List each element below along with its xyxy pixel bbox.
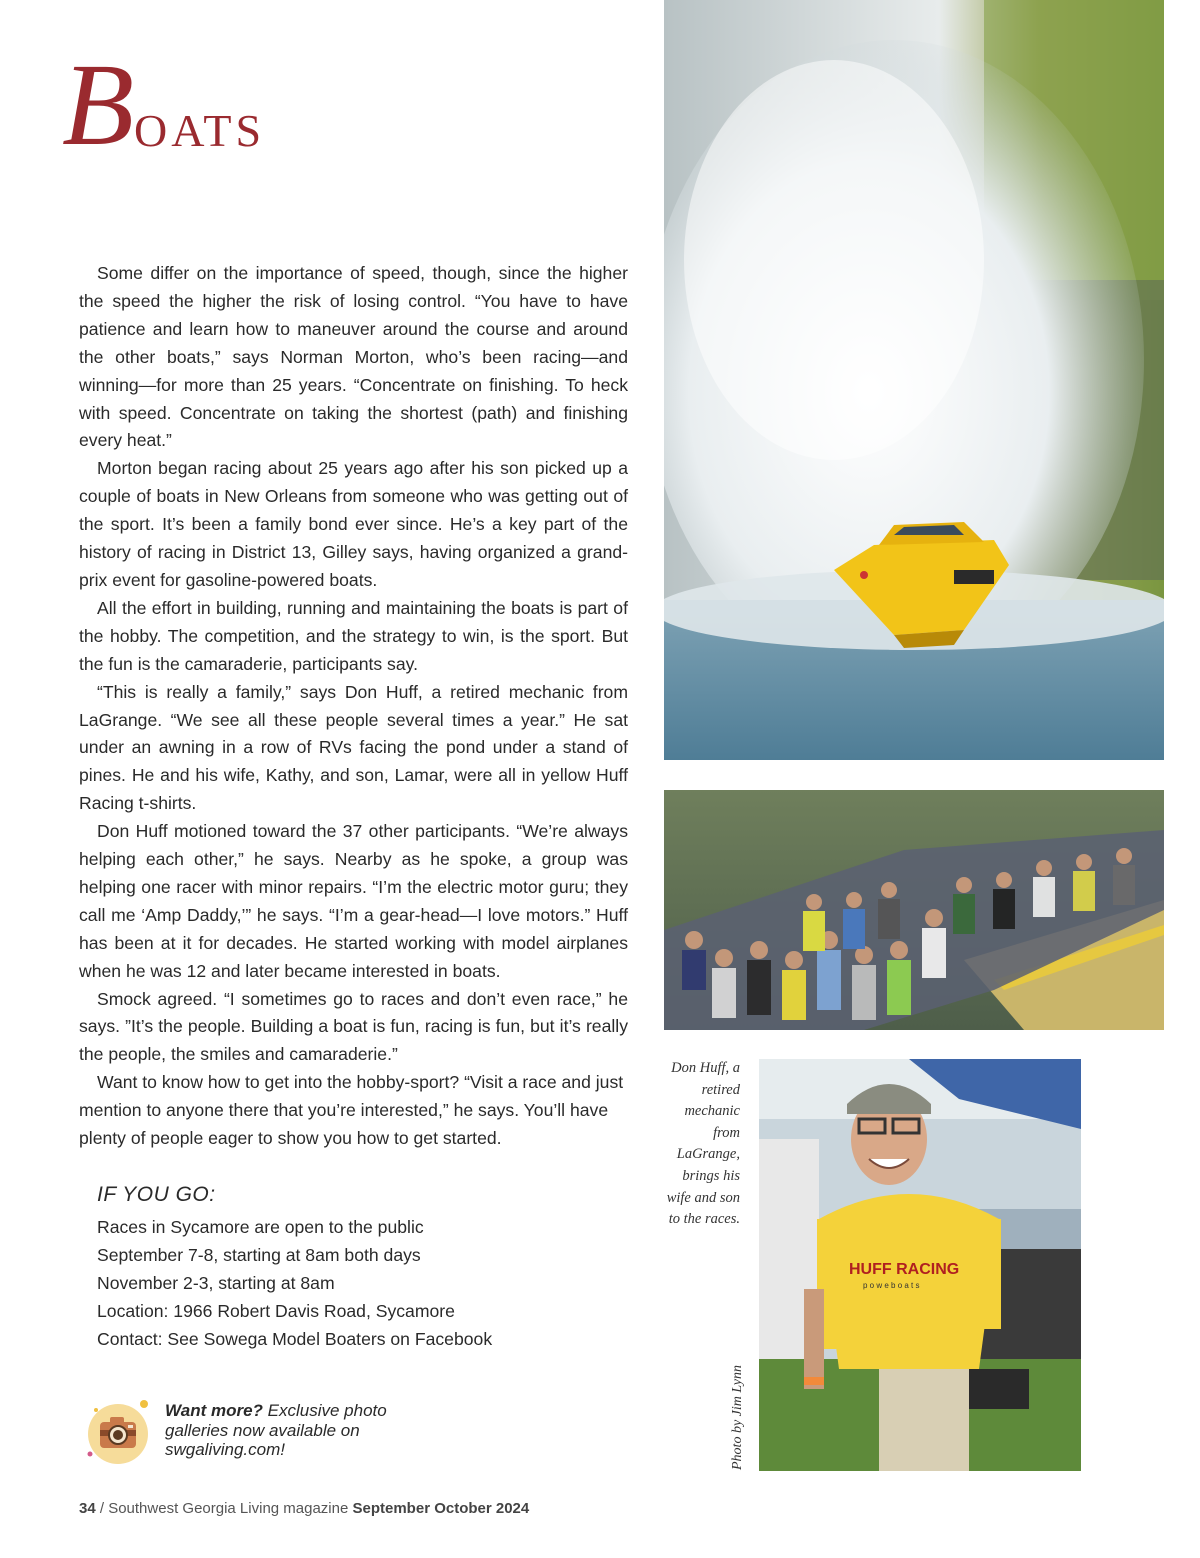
if-you-go-line: Contact: See Sowega Model Boaters on Facebook (97, 1328, 493, 1349)
paragraph: All the effort in building, running and maintaining the boats is part of the hobby. The competition, and the strategy to win, is the sport. But the fun is the camaraderie, participants say. (79, 597, 628, 674)
if-you-go-line: September 7-8, starting at 8am both days (97, 1244, 421, 1265)
want-more-promo (165, 1401, 445, 1460)
if-you-go-line: Races in Sycamore are open to the public (97, 1217, 424, 1237)
if-you-go-box (97, 1180, 597, 1354)
group-photo (664, 790, 1164, 1030)
paragraph: “This is really a family,” says Don Huff, a retired mechanic from LaGrange. “We see all these people several times a year.” He sat under an awning in a row of RVs facing the pond under a stand of pines. He and his wife, Kathy, and son, Lamar, were all in yellow Huff Racing t-shirts. (79, 681, 628, 814)
camera-icon (82, 1396, 154, 1468)
issue-date: September October 2024 (352, 1500, 530, 1517)
section-title (62, 40, 322, 170)
title-initial: B (62, 39, 135, 170)
paragraph: Want to know how to get into the hobby-sport? “Visit a race and just mention to anyone there that you’re interested,” he says. You’ll have plenty of people eager to show you how to get started. (79, 1072, 624, 1149)
shirt-subtext: p o w e b o a t s (863, 1281, 920, 1290)
want-more-lead: Want more? (165, 1401, 263, 1420)
shirt-brand: HUFF RACING (849, 1261, 960, 1278)
page-number: 34 (79, 1500, 96, 1517)
photo-credit: Photo by Jim Lynn (730, 1365, 745, 1470)
paragraph: Morton began racing about 25 years ago after his son picked up a couple of boats in New Orleans from someone who was getting out of the sport. It’s been a family bond ever since. He’s a key part of the history of racing in District 13, Gilley says, having organized a grand-prix event for gasoline-powered boats. (79, 458, 628, 590)
paragraph: Some differ on the importance of speed, though, since the higher the speed the higher the risk of losing control. “You have to have patience and learn how to maneuver around the course and around the other boats,” says Norman Morton, who’s been racing—and winning—for more than 25 years. “Concentrate on finishing. To heck with speed. Concentrate on taking the shortest (path) and finishing every heat.” (79, 263, 628, 451)
article-body (79, 260, 628, 1153)
don-huff-portrait (759, 1059, 1081, 1471)
magazine-name: / Southwest Georgia Living magazine (95, 1500, 353, 1517)
boat-splash-photo (664, 0, 1164, 760)
title-rest: OATS (134, 105, 266, 156)
if-you-go-line: Location: 1966 Robert Davis Road, Sycamore (97, 1300, 455, 1321)
photo-caption: Don Huff, a retired mechanic from LaGrange, brings his wife and son to the races. (666, 1060, 740, 1228)
page-footer (79, 1500, 529, 1517)
paragraph: Smock agreed. “I sometimes go to races and don’t even race,” he says. ”It’s the people. Building a boat is fun, racing is fun, but it’s really the people, the smiles and camaraderie.” (79, 988, 628, 1065)
if-you-go-line: November 2-3, starting at 8am (97, 1272, 335, 1293)
if-you-go-heading: IF YOU GO: (97, 1183, 216, 1206)
want-more-text: Exclusive photo galleries now available on swgaliving.com! (165, 1401, 387, 1459)
paragraph: Don Huff motioned toward the 37 other participants. “We’re always helping each other,” he says. Nearby as he spoke, a group was helping one racer with minor repairs. “I’m the electric motor guru; they call me ‘Amp Daddy,’” he says. “I’m a gear-head—I love motors.” Huff has been at it for decades. He started working with model airplanes when he was 12 and later became interested in boats. (79, 821, 628, 981)
